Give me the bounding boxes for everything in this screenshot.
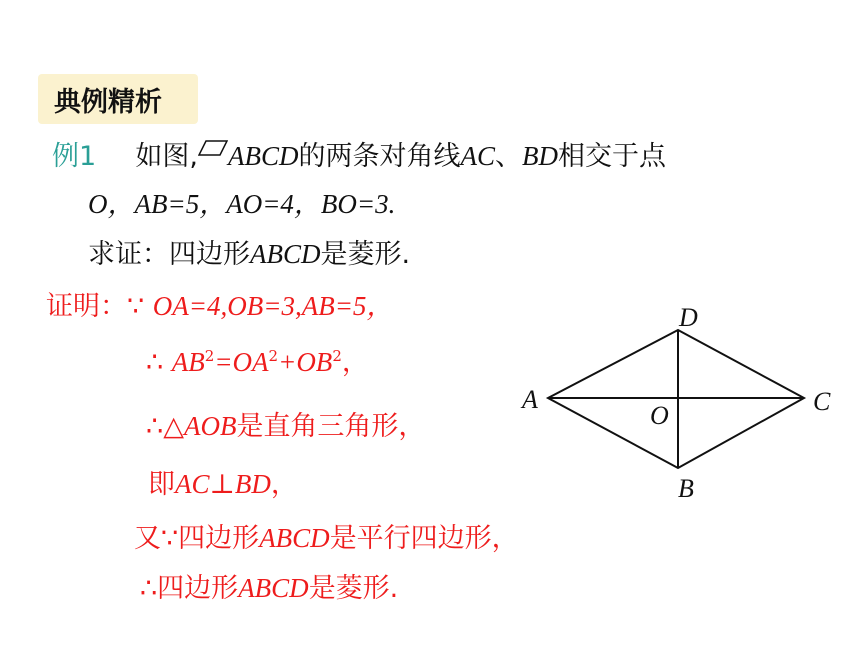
step2-ob: +OB bbox=[278, 347, 333, 377]
triangle-symbol: △ bbox=[163, 411, 184, 442]
because-symbol: ∵ bbox=[127, 291, 145, 322]
statement-part1: 的两条对角线 bbox=[298, 141, 461, 172]
step6-prefix: ∴四边形 bbox=[140, 573, 239, 604]
step5-shape: ABCD bbox=[259, 523, 330, 553]
step2-comma: ， bbox=[341, 347, 369, 378]
superscript: 2 bbox=[332, 347, 342, 365]
step5-suffix: 是平行四边形， bbox=[329, 523, 519, 554]
step4-prefix: 即 bbox=[148, 469, 175, 500]
proof-label: 证明： bbox=[46, 291, 127, 322]
statement-part2: 相交于点 bbox=[557, 141, 666, 172]
label-d: D bbox=[679, 303, 698, 332]
perpendicular-symbol: ⊥ bbox=[209, 469, 235, 500]
step6-suffix: 是菱形. bbox=[308, 573, 399, 604]
superscript: 2 bbox=[204, 347, 215, 365]
separator: 、 bbox=[494, 141, 522, 172]
triangle-name: AOB bbox=[183, 411, 237, 441]
prove-prefix: 求证：四边形 bbox=[88, 239, 250, 270]
label-a: A bbox=[522, 385, 538, 414]
prove-shape: ABCD bbox=[250, 239, 321, 269]
therefore-symbol: ∴ bbox=[146, 411, 164, 442]
problem-line-2: O，AB=5，AO=4，BO=3. bbox=[88, 189, 396, 219]
example-label: 例1 bbox=[52, 141, 97, 172]
step4-bd: BD bbox=[234, 469, 271, 499]
diagonal-bd: BD bbox=[521, 141, 558, 171]
intro-text: 如图, bbox=[135, 141, 198, 172]
step5-prefix: 又∵四边形 bbox=[134, 523, 260, 554]
diagonal-ac: AC bbox=[460, 141, 495, 171]
step2-oa: =OA bbox=[214, 347, 269, 377]
step6-shape: ABCD bbox=[238, 573, 309, 603]
shape-name: ABCD bbox=[227, 141, 299, 171]
step1-text: OA=4,OB=3,AB=5， bbox=[152, 291, 394, 321]
section-title: 典例精析 bbox=[54, 87, 162, 118]
step4-suffix: ， bbox=[270, 469, 298, 500]
prove-suffix: 是菱形. bbox=[320, 239, 411, 270]
step4-ac: AC bbox=[175, 469, 210, 499]
superscript: 2 bbox=[268, 347, 279, 365]
label-o: O bbox=[650, 401, 669, 430]
step2-ab: AB bbox=[171, 347, 205, 377]
label-c: C bbox=[813, 387, 831, 416]
therefore-symbol: ∴ bbox=[146, 347, 164, 378]
step3-text: 是直角三角形， bbox=[236, 411, 426, 442]
label-b: B bbox=[678, 474, 694, 503]
